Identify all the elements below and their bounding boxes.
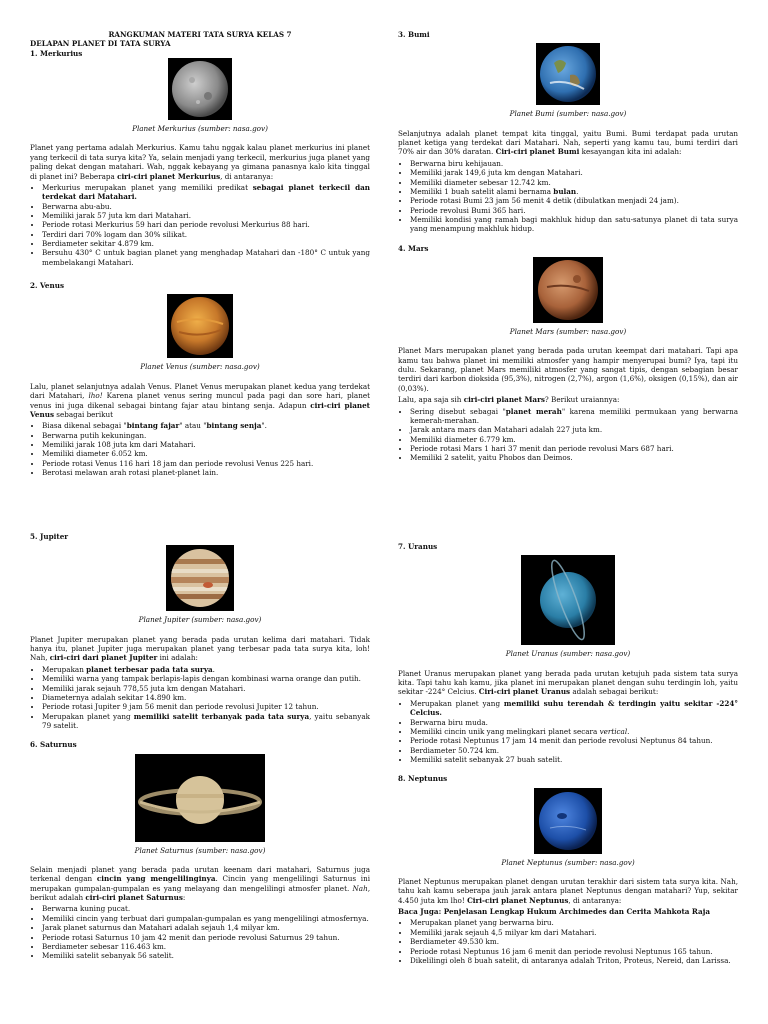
- text: Planet yang pertama adalah Merkurius. Kamu tahu nggak kalau planet merkurius ini planet yang terkecil di tata surya kita? Ya, selain menjadi yang terkecil, merkurius juga planet yang paling dekat dengan matahari. Wah, nggak kebayang ya gimana panasnya kalo kita tinggal di planet ini? Beberapa: [30, 143, 370, 181]
- mercury-image: [168, 58, 232, 120]
- neptune-image: [534, 788, 602, 854]
- list-item: • Merupakan planet yang memiliki suhu terendah & terdingin yaitu sekitar -224° Celcius.: [410, 699, 738, 718]
- page-bottom-half: [0, 520, 768, 1024]
- list-item: • Berdiameter 50.724 km.: [410, 746, 738, 755]
- left-column-top: [30, 30, 370, 479]
- list-item: • Biasa dikenal sebagai "bintang fajar" atau "bintang senja".: [42, 421, 370, 430]
- heading-bumi: 3. Bumi: [398, 30, 430, 39]
- list-item: • Merkurius merupakan planet yang memiliki predikat sebagai planet terkecil dan terdekat dari Matahari.: [42, 183, 370, 202]
- list-item: • Memiliki 2 satelit, yaitu Phobos dan Deimos.: [410, 453, 738, 462]
- list-item: • Periode revolusi Bumi 365 hari.: [410, 206, 738, 215]
- list-item: • Berdiameter sekitar 4.879 km.: [42, 239, 370, 248]
- jupiter-image: [166, 545, 234, 611]
- page-top-half: [0, 0, 768, 500]
- list-item: • Berwarna abu-abu.: [42, 202, 370, 211]
- right-column-bottom: [398, 542, 738, 967]
- list-item: • Periode rotasi Venus 116 hari 18 jam dan periode revolusi Venus 225 hari.: [42, 459, 370, 468]
- list-item: • Merupakan planet yang berwarna biru.: [410, 918, 738, 927]
- para-mars-1: Planet Mars merupakan planet yang berada pada urutan keempat dari matahari. Tapi apa kamu tau bahwa planet ini memiliki atmosfer yang hampir menyerupai bumi? Iya, tapi itu dulu. Sekarang, planet Mars memiliki atmosfer yang sangat tipis, dengan sebagian besar terdiri dari karbon dioksida (95,3%), nitrogen (2,7%), argon (1,6%), oksigen (0,15%), dan air (0,03%).: [398, 346, 738, 393]
- list-item: • Memiliki satelit sebanyak 56 satelit.: [42, 951, 370, 960]
- list-item: • Berdiameter 49.530 km.: [410, 937, 738, 946]
- list-item: • Memiliki cincin yang terbuat dari gumpalan-gumpalan es yang mengelilingi atmosfernya.: [42, 914, 370, 923]
- para-merkurius: [30, 143, 370, 180]
- list-item: • Periode rotasi Merkurius 59 hari dan periode revolusi Merkurius 88 hari.: [42, 220, 370, 229]
- list-bumi: [398, 159, 738, 234]
- list-item: • Memiliki 1 buah satelit alami bernama bulan.: [410, 187, 738, 196]
- list-item: • Memiliki jarak sejauh 4,5 milyar km dari Matahari.: [410, 928, 738, 937]
- list-item: • Merupakan planet terbesar pada tata surya.: [42, 665, 370, 674]
- list-item: • Memiliki cincin unik yang melingkari planet secara vertical.: [410, 727, 738, 736]
- earth-image: [536, 43, 600, 105]
- caption-uranus: Planet Uranus (sumber: nasa.gov): [505, 649, 631, 659]
- list-item: • Memiliki satelit sebanyak 27 buah satelit.: [410, 755, 738, 764]
- list-item: • Terdiri dari 70% logam dan 30% silikat.: [42, 230, 370, 239]
- heading-mars: 4. Mars: [398, 243, 429, 253]
- mars-image: [533, 257, 603, 323]
- list-item: • Berwarna biru kehijauan.: [410, 159, 738, 168]
- heading-jupiter: 5. Jupiter: [30, 532, 69, 541]
- left-column-bottom: [30, 532, 370, 963]
- list-saturnus: [30, 904, 370, 960]
- caption-jupiter: Planet Jupiter (sumber: nasa.gov): [138, 615, 262, 625]
- list-item: • Memiliki diameter sebesar 12.742 km.: [410, 178, 738, 187]
- list-item: • Berotasi melawan arah rotasi planet-planet lain.: [42, 468, 370, 477]
- list-item: • Periode rotasi Neptunus 16 jam 6 menit dan periode revolusi Neptunus 165 tahun.: [410, 947, 738, 956]
- heading-venus: 2. Venus: [30, 281, 64, 291]
- list-item: • Memiliki jarak sejauh 778,55 juta km dengan Matahari.: [42, 684, 370, 693]
- para-venus: Lalu, planet selanjutnya adalah Venus. Planet Venus merupakan planet kedua yang terdekat dari Matahari, lho! Karena planet venus sering muncul pada pagi dan sore hari, planet venus ini juga dikenal sebagai bintang fajar atau bintang senja. Adapun ciri-ciri planet Venus sebagai berikut: [30, 381, 371, 419]
- heading-saturnus: 6. Saturnus: [30, 740, 77, 750]
- para-saturnus: Selain menjadi planet yang berada pada urutan keenam dari matahari, Saturnus juga terkenal dengan cincin yang mengelilinginya. Cincin yang mengelilingi Saturnus ini merupakan gumpalan-gumpalan es yang melayang dan mengelilingi atmosfer planet. Nah, berikut adalah ciri-ciri planet Saturnus:: [30, 865, 371, 903]
- list-item: • Berwarna biru muda.: [410, 718, 738, 727]
- list-venus: [30, 421, 370, 477]
- caption-mars: Planet Mars (sumber: nasa.gov): [509, 327, 627, 337]
- list-item: • Periode rotasi Neptunus 17 jam 14 menit dan periode revolusi Neptunus 84 tahun.: [410, 736, 738, 745]
- para-uranus: Planet Uranus merupakan planet yang berada pada urutan ketujuh pada sistem tata surya kita. Tapi tahu kah kamu, jika planet ini merupakan planet dengan suhu terdingin loh, yaitu sekitar -224° Celcius. Ciri-ciri planet Uranus adalah sebagai berikut:: [398, 668, 738, 697]
- list-item: • Memiliki warna yang tampak berlapis-lapis dengan kombinasi warna orange dan putih.: [42, 674, 370, 683]
- list-item: • Diameternya adalah sekitar 14.890 km.: [42, 693, 370, 702]
- list-item: • Memiliki jarak 57 juta km dari Matahari.: [42, 211, 370, 220]
- caption-merkurius: Planet Merkurius (sumber: nasa.gov): [132, 124, 268, 134]
- list-item: • Berdiameter sebesar 116.463 km.: [42, 942, 370, 951]
- uranus-image: [521, 555, 615, 645]
- list-item: • Memiliki diameter 6.779 km.: [410, 435, 738, 444]
- list-item: • Bersuhu 430° C untuk bagian planet yang menghadap Matahari dan -180° C untuk yang membelakangi Matahari.: [42, 248, 370, 267]
- list-item: • Periode rotasi Saturnus 10 jam 42 menit dan periode revolusi Saturnus 29 tahun.: [42, 933, 370, 942]
- list-item: • Memiliki kondisi yang ramah bagi makhluk hidup dan satu-satunya planet di tata surya yang menampung makhluk hidup.: [410, 215, 738, 234]
- list-item: • Berwarna kuning pucat.: [42, 904, 370, 913]
- heading-merkurius: 1. Merkurius: [30, 48, 83, 58]
- para-bumi: Selanjutnya adalah planet tempat kita tinggal, yaitu Bumi. Bumi terdapat pada urutan planet ketiga yang terdekat dari Matahari. Nah, seperti yang kamu tau, bumi terdiri dari 70% air dan 30% daratan. Ciri-ciri planet Bumi kesayangan kita ini adalah:: [398, 128, 738, 157]
- list-item: • Memiliki jarak 149,6 juta km dengan Matahari.: [410, 168, 738, 177]
- heading-uranus: 7. Uranus: [398, 542, 438, 551]
- list-jupiter: [30, 665, 370, 731]
- saturn-image: [135, 754, 265, 842]
- list-item: • Jarak antara mars dan Matahari adalah 227 juta km.: [410, 425, 738, 434]
- list-item: • Periode rotasi Bumi 23 jam 56 menit 4 detik (dibulatkan menjadi 24 jam).: [410, 196, 738, 205]
- caption-bumi: Planet Bumi (sumber: nasa.gov): [509, 109, 627, 119]
- list-item: • Periode rotasi Mars 1 hari 37 menit dan periode revolusi Mars 687 hari.: [410, 444, 738, 453]
- para-mars-2: Lalu, apa saja sih ciri-ciri planet Mars? Berikut uraiannya:: [398, 395, 620, 405]
- heading-neptunus: 8. Neptunus: [398, 774, 448, 784]
- para-jupiter: Planet Jupiter merupakan planet yang berada pada urutan kelima dari matahari. Tidak hanya itu, planet Jupiter juga merupakan planet yang terbesar pada tata surya kita, loh! Nah, ciri-ciri dari planet Jupiter ini adalah:: [30, 634, 370, 663]
- list-uranus: [398, 699, 738, 765]
- list-item: • Berwarna putih kekuningan.: [42, 431, 370, 440]
- list-mars: [398, 407, 738, 463]
- text-bold: ciri-ciri planet Merkurius: [117, 171, 221, 181]
- list-item: • Jarak planet saturnus dan Matahari adalah sejauh 1,4 milyar km.: [42, 923, 370, 932]
- list-item: • Memiliki diameter 6.052 km.: [42, 449, 370, 458]
- list-item: • Memiliki jarak 108 juta km dari Matahari.: [42, 440, 370, 449]
- list-neptunus: [398, 918, 738, 965]
- text: , di antaranya:: [220, 171, 274, 181]
- list-item: • Sering disebut sebagai "planet merah" karena memiliki permukaan yang berwarna kemerah-merahan.: [410, 407, 738, 426]
- list-item: • Merupakan planet yang memiliki satelit terbanyak pada tata surya, yaitu sebanyak 79 satelit.: [42, 712, 370, 731]
- doc-subtitle: DELAPAN PLANET DI TATA SURYA: [30, 39, 171, 49]
- list-merkurius: [30, 183, 370, 267]
- baca-juga-link[interactable]: Baca Juga: Penjelasan Lengkap Hukum Archimedes dan Cerita Mahkota Raja: [398, 907, 710, 917]
- para-neptunus: Planet Neptunus merupakan planet dengan urutan terakhir dari sistem tata surya kita. Nah, tahu kah kamu seberapa jauh jarak antara planet Neptunus dengan matahari? Yup, sekitar 4.450 juta km lho! Ciri-ciri planet Neptunus, di antaranya:: [398, 877, 738, 905]
- caption-saturnus: Planet Saturnus (sumber: nasa.gov): [134, 845, 266, 855]
- right-column-top: [398, 30, 738, 465]
- list-item: • Periode rotasi Jupiter 9 jam 56 menit dan periode revolusi Jupiter 12 tahun.: [42, 702, 370, 711]
- list-item: • Dikelilingi oleh 8 buah satelit, di antaranya adalah Triton, Proteus, Nereid, dan Larissa.: [410, 956, 738, 965]
- venus-image: [167, 294, 233, 358]
- doc-title: RANGKUMAN MATERI TATA SURYA KELAS 7: [108, 30, 292, 39]
- caption-venus: Planet Venus (sumber: nasa.gov): [140, 362, 260, 372]
- caption-neptunus: Planet Neptunus (sumber: nasa.gov): [501, 857, 635, 867]
